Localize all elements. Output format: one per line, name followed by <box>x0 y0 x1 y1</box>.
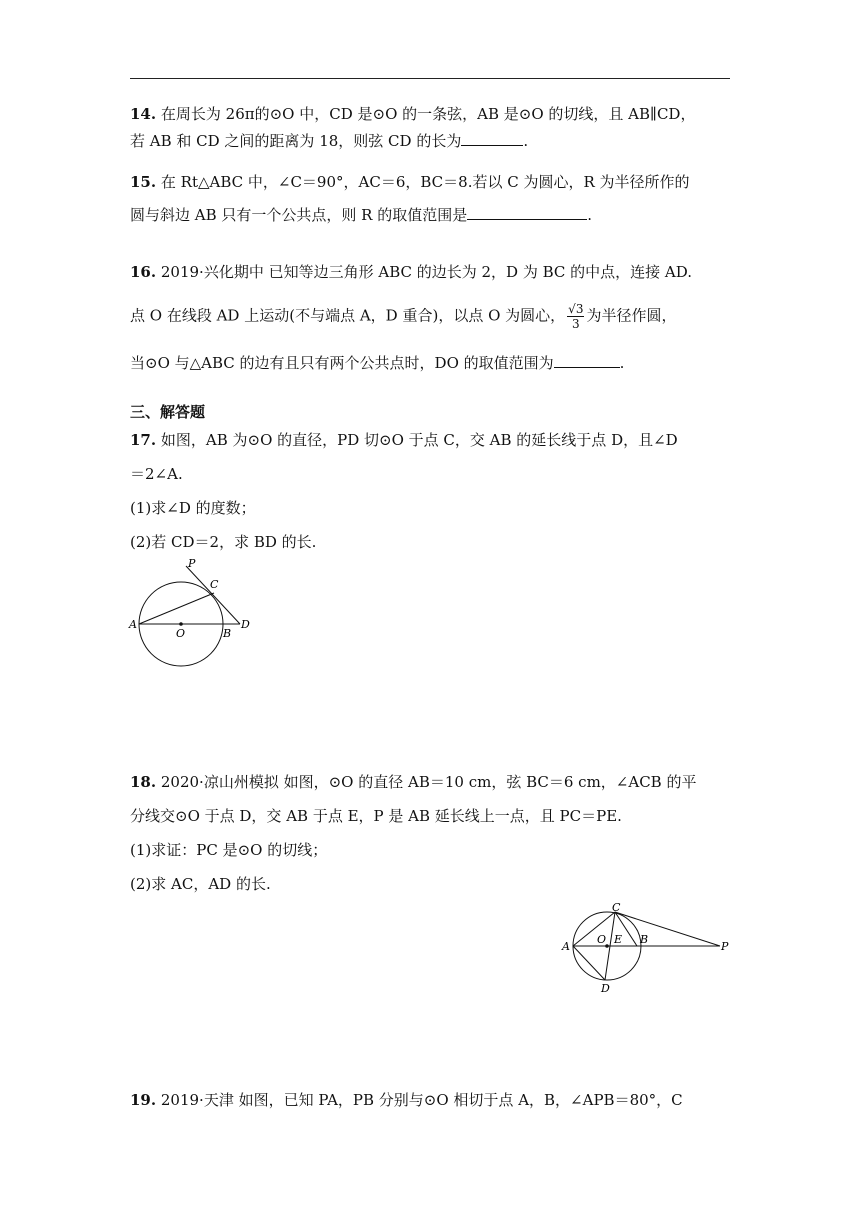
q17-label-d: D <box>241 618 250 631</box>
q14-line2: 若 AB 和 CD 之间的距离为 18，则弦 CD 的长为 . <box>130 132 529 150</box>
q16-line3: 当⊙O 与△ABC 的边有且只有两个公共点时，DO 的取值范围为 . <box>130 354 625 372</box>
q18-sub1: (1)求证：PC 是⊙O 的切线； <box>130 841 328 859</box>
q14-answer-blank[interactable] <box>461 130 523 146</box>
q17-figure <box>120 555 260 670</box>
q15-line2: 圆与斜边 AB 只有一个公共点，则 R 的取值范围是 . <box>130 206 593 224</box>
q17-line2: ＝2∠A. <box>130 465 183 483</box>
q18-line2: 分线交⊙O 于点 D，交 AB 于点 E，P 是 AB 延长线上一点，且 PC＝PE. <box>130 807 622 825</box>
q18-label-e: E <box>614 933 623 946</box>
q18-figure <box>560 900 740 995</box>
q17-label-o: O <box>176 627 186 640</box>
q16-answer-blank[interactable] <box>554 352 620 368</box>
q18-line-cp <box>615 912 720 946</box>
q18-line-ac <box>573 912 615 946</box>
q16-line2: 点 O 在线段 AD 上运动(不与端点 A，D 重合)，以点 O 为圆心， $\frac{√3}{3}$ 为半径作圆， <box>130 302 677 331</box>
q17-tangent-pd <box>186 566 240 624</box>
q17-number: 17. <box>130 431 157 449</box>
q18-sub2: (2)求 AC，AD 的长. <box>130 875 271 893</box>
section-heading: 三、解答题 <box>130 403 206 421</box>
q17-sub1: (1)求∠D 的度数； <box>130 499 256 517</box>
q18-number: 18. <box>130 773 157 791</box>
q15-answer-blank[interactable] <box>467 204 587 220</box>
q16-fraction: $\frac{√3}{3}$ <box>568 302 584 331</box>
q18-label-p: P <box>721 940 729 953</box>
q17-sub2: (2)若 CD＝2，求 BD 的长. <box>130 533 317 551</box>
q15-number: 15. <box>130 173 157 191</box>
q18-label-a: A <box>562 940 570 953</box>
q14-line1: 14. 在周长为 26π的⊙O 中，CD 是⊙O 的一条弦，AB 是⊙O 的切线，且 AB∥CD， <box>130 105 696 123</box>
q17-label-a: A <box>129 618 137 631</box>
q19-line1: 19. 2019·天津 如图，已知 PA，PB 分别与⊙O 相切于点 A，B，∠APB＝80°，C <box>130 1091 683 1109</box>
q16-line1: 16. 2019·兴化期中 已知等边三角形 ABC 的边长为 2，D 为 BC 的中点，连接 AD. <box>130 263 693 281</box>
q18-label-d: D <box>601 982 610 995</box>
q17-label-p: P <box>188 557 196 570</box>
q15-line1: 15. 在 Rt△ABC 中，∠C＝90°，AC＝6，BC＝8.若以 C 为圆心，R 为半径所作的 <box>130 173 690 191</box>
q18-line1: 18. 2020·凉山州模拟 如图，⊙O 的直径 AB＝10 cm，弦 BC＝6 cm，∠ACB 的平 <box>130 773 697 791</box>
q17-center-dot <box>179 622 183 626</box>
q17-label-b: B <box>223 627 232 640</box>
q18-label-o: O <box>597 933 607 946</box>
q14-number: 14. <box>130 105 157 123</box>
q18-label-c: C <box>612 901 621 914</box>
q19-number: 19. <box>130 1091 157 1109</box>
q18-label-b: B <box>640 933 649 946</box>
header-rule <box>130 78 730 79</box>
q17-line1: 17. 如图，AB 为⊙O 的直径，PD 切⊙O 于点 C，交 AB 的延长线于点 D，且∠D <box>130 431 678 449</box>
q17-label-c: C <box>210 578 219 591</box>
q16-number: 16. <box>130 263 157 281</box>
q17-line-ac <box>139 593 214 624</box>
